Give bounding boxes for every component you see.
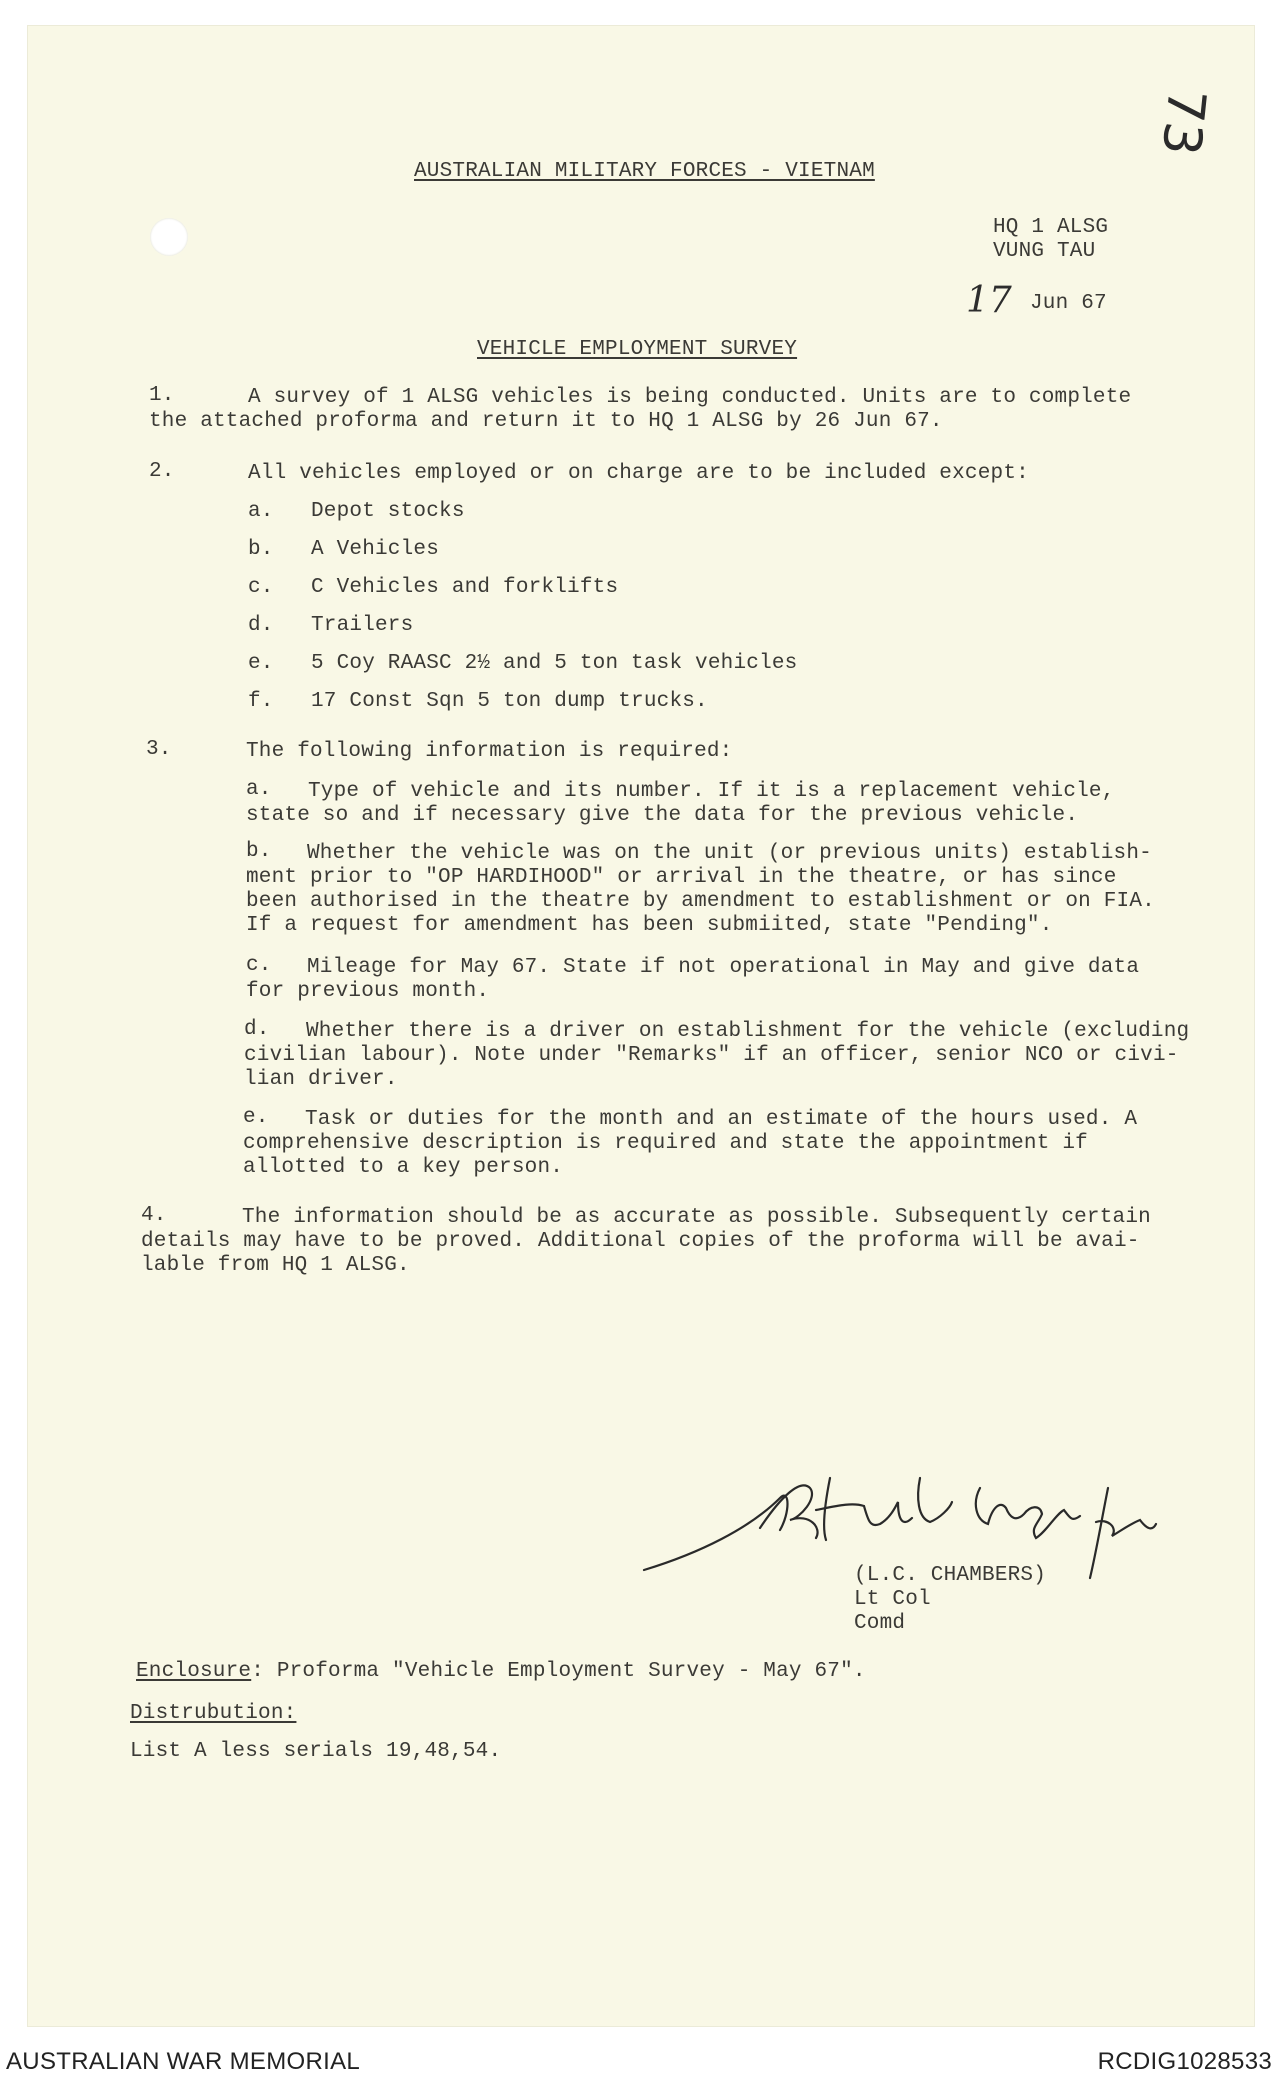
para-3-d-line-1: Whether there is a driver on establishment for the vehicle (excluding (306, 1020, 1190, 1043)
para-3-d-key: d. (244, 1018, 270, 1041)
para-2-item-text: 5 Coy RAASC 2½ and 5 ton task vehicles (311, 652, 798, 675)
para-3-b-line-3: been authorised in the theatre by amendment to establishment or on FIA. (246, 890, 1155, 913)
para-3-b-key: b. (246, 840, 272, 863)
para-2-item-text: C Vehicles and forklifts (311, 576, 619, 599)
para-2-item-key: a. (248, 500, 274, 523)
punch-hole (150, 218, 188, 256)
para-3-e-line-3: allotted to a key person. (243, 1156, 564, 1179)
folio-number: 73 (1149, 85, 1217, 159)
para-2-intro: All vehicles employed or on charge are to be included except: (248, 462, 1029, 485)
distribution-label: Distrubution: (130, 1702, 297, 1725)
para-3-a-key: a. (246, 778, 272, 801)
para-3-c-line-1: Mileage for May 67. State if not operational in May and give data (307, 956, 1140, 979)
para-2-item-text: Trailers (311, 614, 414, 637)
para-2-item-text: A Vehicles (311, 538, 440, 561)
enclosure-line (136, 1660, 866, 1684)
enclosure-label: Enclosure (136, 1660, 252, 1683)
para-4-number: 4. (141, 1204, 167, 1227)
para-4-line-1: The information should be as accurate as possible. Subsequently certain (242, 1206, 1151, 1229)
para-2-item-text: Depot stocks (311, 500, 465, 523)
para-1-number: 1. (149, 384, 175, 407)
para-2-number: 2. (149, 460, 175, 483)
distribution-text: List A less serials 19,48,54. (130, 1740, 502, 1763)
para-3-a-line-2: state so and if necessary give the data for the previous vehicle. (246, 804, 1079, 827)
document-title: AUSTRALIAN MILITARY FORCES - VIETNAM (414, 160, 875, 183)
para-3-number: 3. (146, 738, 172, 761)
footer-catalogue-id: RCDIG1028533 (1097, 2048, 1272, 2075)
para-3-c-key: c. (246, 954, 272, 977)
para-3-c-line-2: for previous month. (246, 980, 490, 1003)
para-4-line-2: details may have to be proved. Additional copies of the proforma will be avai- (141, 1230, 1140, 1253)
para-3-intro: The following information is required: (246, 740, 733, 763)
signatory-rank: Lt Col (854, 1588, 931, 1611)
para-1-line-2: the attached proforma and return it to HQ 1 ALSG by 26 Jun 67. (149, 410, 943, 433)
para-2-item-key: f. (248, 690, 274, 713)
para-3-b-line-1: Whether the vehicle was on the unit (or previous units) establish- (307, 842, 1152, 865)
para-2-item-key: d. (248, 614, 274, 637)
subject-heading: VEHICLE EMPLOYMENT SURVEY (477, 338, 798, 361)
para-3-a-line-1: Type of vehicle and its number. If it is a replacement vehicle, (308, 780, 1115, 803)
footer-source: AUSTRALIAN WAR MEMORIAL (6, 2048, 361, 2075)
para-4-line-3: lable from HQ 1 ALSG. (141, 1254, 410, 1277)
signatory-name: (L.C. CHAMBERS) (854, 1564, 1047, 1587)
para-3-e-line-2: comprehensive description is required and state the appointment if (243, 1132, 1088, 1155)
para-3-b-line-2: ment prior to "OP HARDIHOOD" or arrival in the theatre, or has since (246, 866, 1117, 889)
address-line-2: VUNG TAU (993, 240, 1096, 263)
para-3-d-line-2: civilian labour). Note under "Remarks" if an officer, senior NCO or civi- (244, 1044, 1179, 1067)
para-2-item-key: c. (248, 576, 274, 599)
date-month-year: Jun 67 (1030, 292, 1107, 315)
para-3-b-line-4: If a request for amendment has been submiited, state "Pending". (246, 914, 1053, 937)
para-3-e-line-1: Task or duties for the month and an estimate of the hours used. A (305, 1108, 1138, 1131)
handwritten-date: 17 (966, 280, 1012, 321)
para-2-item-key: e. (248, 652, 274, 675)
enclosure-text: : Proforma "Vehicle Employment Survey - May 67". (251, 1660, 866, 1683)
para-2-item-text: 17 Const Sqn 5 ton dump trucks. (311, 690, 708, 713)
signatory-appointment: Comd (854, 1612, 906, 1635)
para-1-line-1: A survey of 1 ALSG vehicles is being conducted. Units are to complete (248, 386, 1132, 409)
para-3-e-key: e. (243, 1106, 269, 1129)
para-2-item-key: b. (248, 538, 274, 561)
para-3-d-line-3: lian driver. (244, 1068, 398, 1091)
address-line-1: HQ 1 ALSG (993, 216, 1109, 239)
